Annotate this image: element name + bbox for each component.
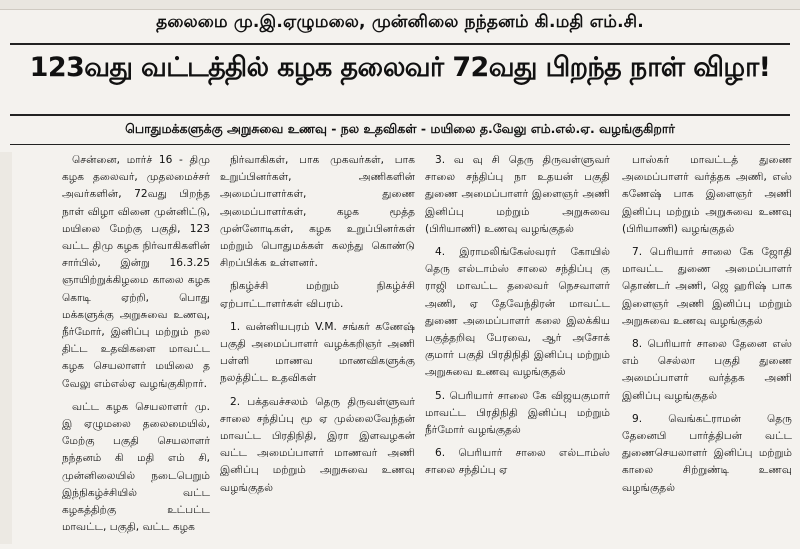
- adjacent-column-fragment: [0, 152, 12, 544]
- article-column-3: [425, 152, 610, 544]
- paragraph: நிர்வாகிகள், பாக முகவர்கள், பாக உறுப்பினர்கள், அணிகளின் அமைப்பாளர்கள், துணை அமைப்பாளர்கள், கழக மூத்த முன்னோடிகள், கழக உறுப்பினர்கள் மற்றும் பொதுமக்கள் கலந்து கொண்டு சிறப்பிக்க உள்ளனர்.: [220, 154, 415, 270]
- paragraph: 8. பெரியார் சாலை தேனை எஸ் எம் செல்லா பகுதி துணை அமைப்பாளர் வர்த்தக அணி இனிப்பு வழங்குதல்: [622, 338, 792, 402]
- paragraph: 7. பெரியார் சாலை கே ஜோதி மாவட்ட துணை அமைப்பாளர் தொண்டர் அணி, ஜெ ஹரிஷ் பாக இளைஞர் அணி இனிப்பு மற்றும் அறுசுவை உணவு வழங்குதல்: [622, 246, 792, 327]
- divider-middle: [10, 114, 790, 116]
- article-column-1: [62, 152, 210, 544]
- kicker-line: தலைமை மு.இ.ஏழுமலை, முன்னிலை நந்தனம் கி.மதி எம்.சி.: [156, 12, 644, 32]
- subheadline: பொதுமக்களுக்கு அறுசுவை உணவு - நல உதவிகள் - மயிலை த.வேலு எம்.எல்.ஏ. வழங்குகிறார்: [125, 121, 675, 136]
- paragraph: 5. பெரியார் சாலை கே விஜயகுமார் மாவட்ட பிரதிநிதி இனிப்பு மற்றும் நீர்மோர் வழங்குதல்: [425, 389, 610, 437]
- article-column-2: [220, 152, 415, 544]
- paragraph: பாஸ்கர் மாவட்டத் துணை அமைப்பாளர் வர்த்தக அணி, எஸ் கணேஷ் பாக இளைஞர் அணி இனிப்பு மற்றும் அறுசுவை உணவு (பிரியாணி) வழங்குதல்: [622, 154, 792, 235]
- divider-bottom: [10, 144, 790, 145]
- paragraph: சென்னை, மார்ச் 16 - திமு கழக தலைவர், முதலமைச்சர் அவர்களின், 72வது பிறந்த நாள் விழா வினை முன்னிட்டு, மயிலை மேற்கு பகுதி, 123 வட்ட திமு கழக நிர்வாகிகளின் சார்பில், இன்று 16.3.25 ஞாயிற்றுக்கிழமை காலை கழக கொடி ஏற்றி, பொது மக்களுக்கு அறுசுவை உணவு, நீர்மோர், இனிப்பு மற்றும் நல திட்ட உதவிகளை மாவட்ட கழக செயலாளர் மயிலை த வேலு எம்எல்ஏ வழங்குகிறார்.: [62, 154, 210, 390]
- paragraph: 4. இராமலிங்கேஸ்வரர் கோயில் தெரு எல்டாம்ஸ் சாலை சந்திப்பு கு ராஜி மாவட்ட தலைவர் நெசவாளர் அணி, ஏ தேவேந்திரன் மாவட்ட துணை அமைப்பாளர் கலை இலக்கிய பகுத்தறிவு பேரவை, ஆர் அசோக் குமார் பகுதி பிரதிநிதி இனிப்பு மற்றும் அறுசுவை உணவு வழங்குதல்: [425, 246, 610, 379]
- paragraph: நிகழ்ச்சி மற்றும் நிகழ்ச்சி ஏற்பாட்டாளர்கள் விபரம்.: [220, 280, 415, 310]
- top-strip: [0, 0, 800, 10]
- divider-top: [10, 43, 790, 45]
- paragraph: 6. பெரியார் சாலை எல்டாம்ஸ் சாலை சந்திப்பு ஏ: [425, 447, 610, 477]
- paragraph: 1. வன்னியபுரம் V.M. சங்கர் கணேஷ் பகுதி அமைப்பாளர் வழக்கறிஞர் அணி பள்ளி மாணவ மாணவிகளுக்கு நலத்திட்ட உதவிகள்: [220, 320, 415, 385]
- paragraph: 2. பக்தவச்சலம் தெரு திருவள்ளுவர் சாலை சந்திப்பு மூ ஏ முல்லைவேந்தன் மாவட்ட பிரதிநிதி, இரா இளவழகன் வட்ட அமைப்பாளர் மாணவர் அணி இனிப்பு மற்றும் அறுசுவை உணவு வழங்குதல்: [220, 395, 415, 494]
- article-column-4: [622, 152, 792, 544]
- headline: 123வது வட்டத்தில் கழக தலைவர் 72வது பிறந்த நாள் விழா!: [29, 52, 771, 83]
- paragraph: வட்ட கழக செயலாளர் மு. இ ஏழுமலை தலைமையில், மேற்கு பகுதி செயலாளர் நந்தனம் கி மதி எம் சி, முன்னிலையில் நடைபெறும் இந்நிகழ்ச்சியில் வட்ட கழகத்திற்கு உட்பட்ட மாவட்ட, பகுதி, வட்ட கழக: [62, 400, 210, 534]
- paragraph: 9. வெங்கட்ராமன் தெரு தேனைபி பார்த்திபன் வட்ட துணைசெயலாளர் இனிப்பு மற்றும் காலை சிற்றுண்டி உணவு வழங்குதல்: [622, 412, 792, 494]
- paragraph: 3. வ வு சி தெரு திருவள்ளுவர் சாலை சந்திப்பு நா உதயன் பகுதி துணை அமைப்பாளர் இளைஞர் அணி இனிப்பு மற்றும் அறுசுவை (பிரியாணி) உணவு வழங்குதல்: [425, 154, 610, 235]
